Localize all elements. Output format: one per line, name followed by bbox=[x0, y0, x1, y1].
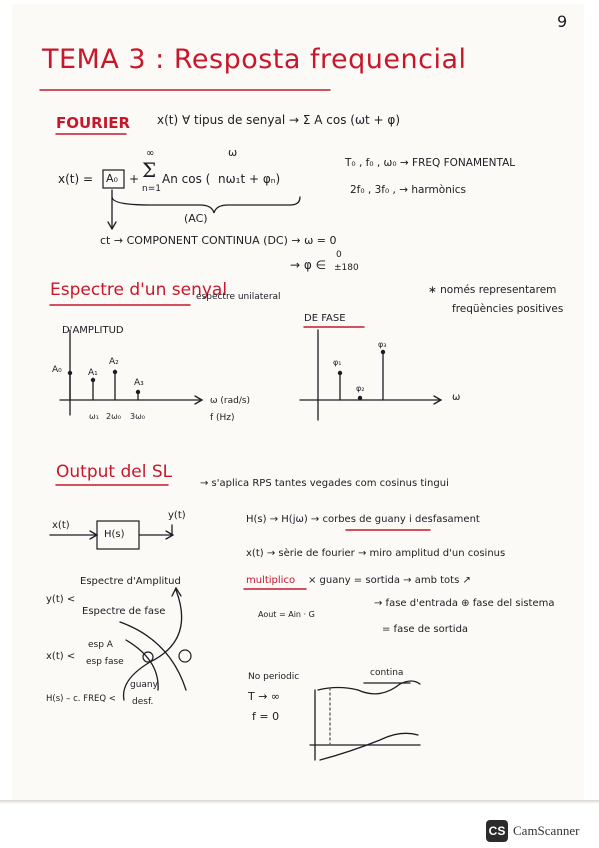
amp-a3: A₃ bbox=[134, 378, 144, 388]
plus-sign: + bbox=[129, 172, 140, 186]
output-line-5: = fase de sortida bbox=[382, 624, 469, 635]
sum-symbol: Σ bbox=[142, 158, 157, 182]
note-line-1: ∗ només representarem bbox=[428, 284, 557, 296]
note-line-2: freqüències positives bbox=[452, 303, 564, 315]
sum-bottom: n=1 bbox=[142, 184, 161, 194]
camscanner-logo-icon: CS bbox=[486, 820, 508, 842]
amp-w1: ω₁ bbox=[89, 412, 99, 421]
fourier-intro: x(t) ∀ tipus de senyal → Σ A cos (ωt + φ) bbox=[157, 113, 401, 127]
output-heading: Output del SL bbox=[56, 462, 173, 482]
output-line-3a: multiplico bbox=[246, 575, 296, 586]
fourier-heading: FOURIER bbox=[56, 114, 131, 132]
block-input: x(t) bbox=[52, 520, 70, 531]
camscanner-watermark bbox=[486, 820, 579, 842]
espectre-heading: Espectre d'un senyal bbox=[50, 280, 228, 300]
output-line-1: H(s) → H(jω) → corbes de guany i desfasament bbox=[246, 514, 480, 525]
h-item-1: guany bbox=[130, 680, 158, 690]
x-brace-label: x(t) < bbox=[46, 651, 76, 662]
phase-title: DE FASE bbox=[304, 313, 346, 324]
block-output: y(t) bbox=[168, 510, 186, 521]
espectre-subheading: espectre unilateral bbox=[196, 292, 281, 302]
phase-p3: φ₃ bbox=[378, 340, 387, 349]
x-item-1: esp A bbox=[88, 640, 113, 650]
amp-a2: A₂ bbox=[109, 357, 119, 367]
output-line-2: x(t) → sèrie de fourier → miro amplitud d'un cosinus bbox=[246, 548, 506, 559]
output-intro: → s'aplica RPS tantes vegades com cosinus tingui bbox=[200, 478, 449, 489]
series-lhs: x(t) = bbox=[58, 172, 94, 186]
a0-term: A₀ bbox=[106, 172, 118, 185]
omega-over: ω bbox=[228, 146, 238, 159]
camscanner-text: CamScanner bbox=[513, 823, 580, 838]
block-label: H(s) bbox=[104, 529, 125, 540]
h-brace-label: H(s) – c. FREQ < bbox=[46, 694, 116, 704]
y-brace-label: y(t) < bbox=[46, 594, 76, 605]
output-line-4: → fase d'entrada ⊕ fase del sistema bbox=[374, 598, 555, 609]
ac-label: (AC) bbox=[184, 212, 208, 225]
harmonics: 2f₀ , 3f₀ , → harmònics bbox=[350, 184, 467, 196]
page-title: TEMA 3 : Resposta frequencial bbox=[42, 44, 467, 75]
nonperiodic-3: f = 0 bbox=[252, 710, 280, 723]
phase-p2: φ₂ bbox=[356, 384, 365, 393]
nonperiodic-2: T → ∞ bbox=[248, 690, 281, 703]
amp-axis-w: ω (rad/s) bbox=[210, 396, 251, 406]
phase-axis-w: ω bbox=[452, 392, 461, 403]
series-inner: nω₁t + φₙ) bbox=[218, 172, 281, 186]
ac-brace bbox=[112, 197, 300, 213]
amp-title: D'AMPLITUD bbox=[62, 325, 124, 336]
amp-a0: A₀ bbox=[52, 365, 62, 375]
amp-w3: 3ω₀ bbox=[130, 412, 145, 421]
amp-a1: A₁ bbox=[88, 368, 98, 378]
phase-p1: φ₁ bbox=[333, 358, 342, 367]
fundamental-freq: T₀ , f₀ , ω₀ → FREQ FONAMENTAL bbox=[345, 157, 516, 169]
output-line-4-lhs: Aout = Ain · G bbox=[258, 610, 315, 619]
amp-axis-f: f (Hz) bbox=[210, 413, 235, 423]
output-line-3b: × guany = sortida → amb tots ↗ bbox=[308, 575, 471, 586]
x-item-2: esp fase bbox=[86, 657, 124, 667]
phase-set-top: 0 bbox=[336, 250, 342, 260]
phase-set: → φ ∈ bbox=[290, 258, 327, 272]
continua-label: contina bbox=[370, 668, 404, 678]
amp-w2: 2ω₀ bbox=[106, 412, 121, 421]
h-item-2: desf. bbox=[132, 697, 154, 707]
page-number: 9 bbox=[557, 12, 568, 31]
sum-top: ∞ bbox=[146, 148, 155, 159]
y-item-1: Espectre d'Amplitud bbox=[80, 576, 181, 587]
phase-set-bottom: ±180 bbox=[334, 263, 359, 273]
dc-component: ct → COMPONENT CONTINUA (DC) → ω = 0 bbox=[100, 234, 337, 247]
nonperiodic-1: No periodic bbox=[248, 672, 300, 682]
series-term: An cos ( bbox=[162, 172, 211, 186]
y-item-2: Espectre de fase bbox=[82, 606, 166, 617]
